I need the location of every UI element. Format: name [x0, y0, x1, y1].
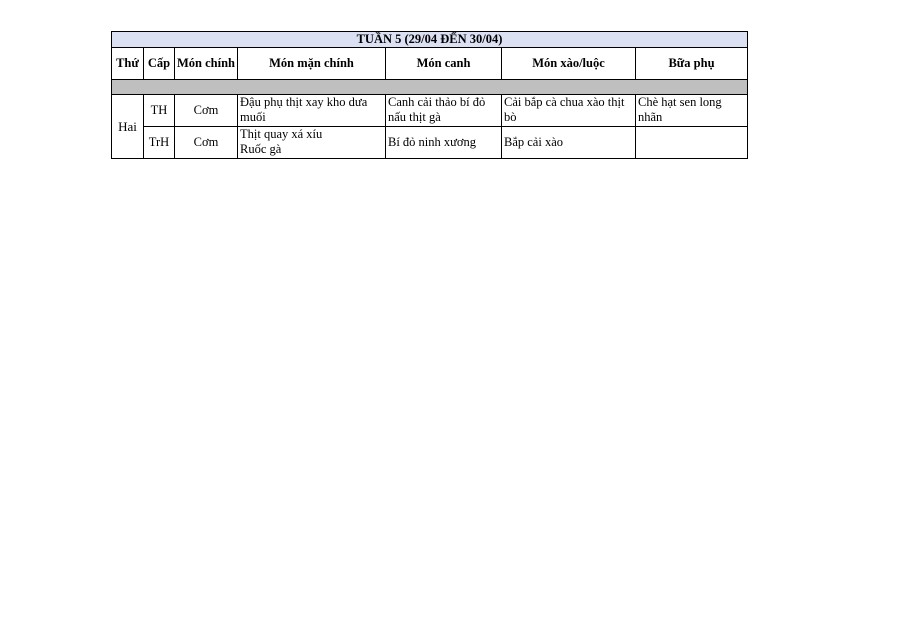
savory-line: Thịt quay xá xíu [240, 127, 323, 141]
header-soup: Món canh [386, 48, 502, 80]
title-row [112, 32, 748, 48]
stirfry-cell: Bắp cải xào [502, 127, 636, 159]
savory-line: muối [240, 110, 266, 124]
level-cell: TH [144, 95, 175, 127]
header-level: Cấp [144, 48, 175, 80]
snack-cell [636, 95, 748, 127]
header-stirfry: Món xào/luộc [502, 48, 636, 80]
stirfry-line: Cải bắp cà chua xào thịt [504, 95, 625, 109]
header-day: Thứ [112, 48, 144, 80]
savory-cell [238, 127, 386, 159]
separator-row [112, 80, 748, 95]
day-cell: Hai [112, 95, 144, 159]
header-savory: Món mặn chính [238, 48, 386, 80]
soup-line: Canh cải thảo bí đỏ [388, 95, 486, 109]
snack-line: nhãn [638, 110, 663, 124]
main-dish-cell: Cơm [175, 127, 238, 159]
soup-line: nấu thịt gà [388, 110, 441, 124]
soup-cell: Bí đỏ ninh xương [386, 127, 502, 159]
savory-line: Đậu phụ thịt xay kho dưa [240, 95, 368, 109]
stirfry-line: bò [504, 110, 517, 124]
week-title: TUẦN 5 (29/04 ĐẾN 30/04) [112, 32, 748, 48]
soup-cell [386, 95, 502, 127]
header-row [112, 48, 748, 80]
stirfry-cell [502, 95, 636, 127]
snack-cell [636, 127, 748, 159]
weekly-menu-table [111, 31, 748, 159]
separator-cell [112, 80, 748, 95]
snack-line: Chè hạt sen long [638, 95, 722, 109]
header-main-dish: Món chính [175, 48, 238, 80]
table-row [112, 95, 748, 127]
table-row [112, 127, 748, 159]
main-dish-cell: Cơm [175, 95, 238, 127]
level-cell: TrH [144, 127, 175, 159]
header-snack: Bữa phụ [636, 48, 748, 80]
savory-cell [238, 95, 386, 127]
savory-line: Ruốc gà [240, 142, 282, 156]
